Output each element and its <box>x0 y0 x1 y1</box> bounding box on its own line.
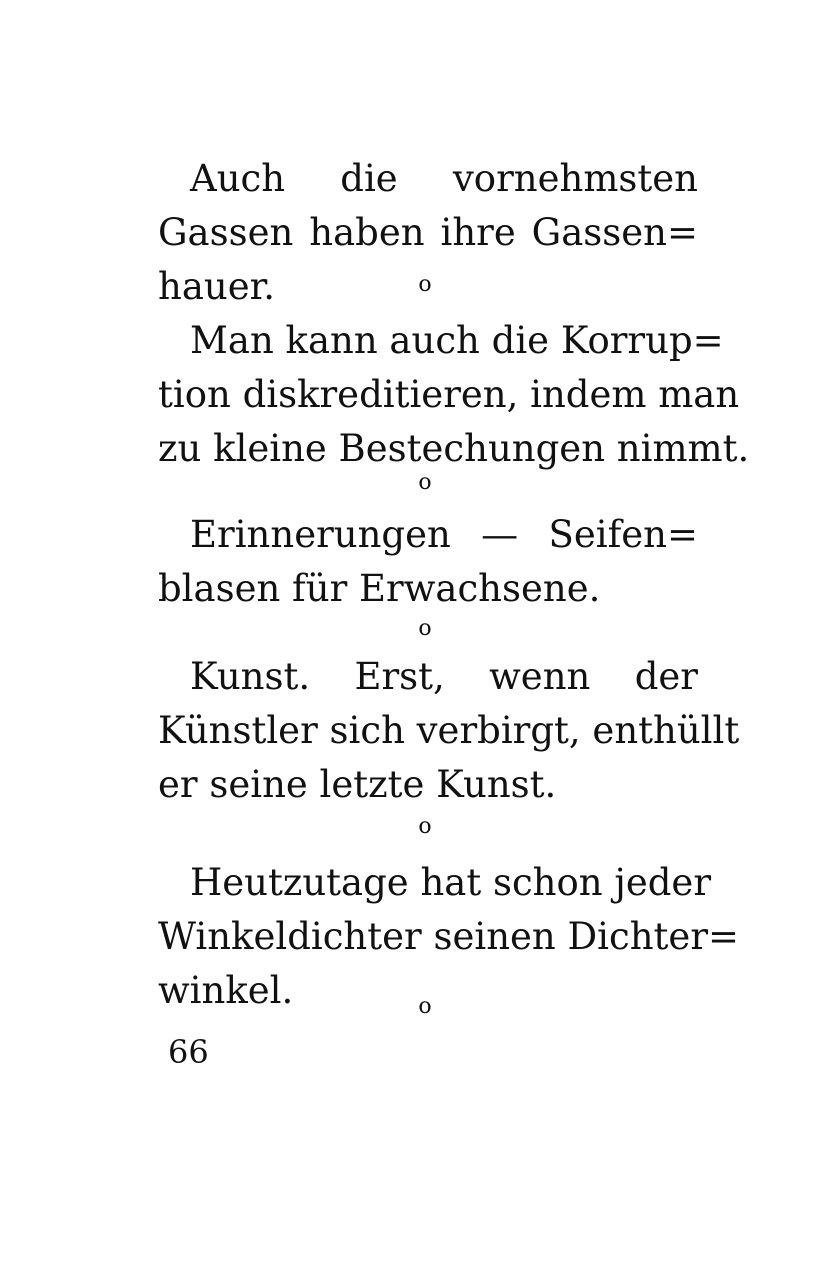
aphorism-line: tion diskreditieren, indem man <box>158 373 740 416</box>
page-number: 66 <box>168 1033 209 1071</box>
separator-mark: o <box>418 616 432 641</box>
aphorism-line: er seine letzte Kunst. <box>158 763 557 806</box>
aphorism-3 <box>158 508 698 616</box>
aphorism-line: hauer. <box>158 265 275 308</box>
aphorism-line: Gassen haben ihre Gassen= <box>158 211 698 254</box>
aphorism-line: Auch die vornehmsten <box>190 157 698 200</box>
aphorism-line: Winkeldichter seinen Dichter= <box>158 915 740 958</box>
aphorism-line: zu kleine Bestechungen nimmt. <box>158 427 750 470</box>
aphorism-line: Erinnerungen — Seifen= <box>190 513 698 556</box>
separator-mark: o <box>418 994 432 1019</box>
aphorism-line: Man kann auch die Korrup= <box>190 319 724 362</box>
aphorism-line: blasen für Erwachsene. <box>158 567 601 610</box>
separator-mark: o <box>418 814 432 839</box>
aphorism-line: winkel. <box>158 969 294 1012</box>
aphorism-line: Kunst. Erst, wenn der <box>190 655 698 698</box>
aphorism-2 <box>158 314 750 476</box>
aphorism-line: Künstler sich verbirgt, enthüllt <box>158 709 740 752</box>
aphorism-4 <box>158 650 740 812</box>
separator-mark: o <box>418 470 432 495</box>
separator-mark: o <box>418 272 432 297</box>
aphorism-line: Heutzutage hat schon jeder <box>190 861 712 904</box>
